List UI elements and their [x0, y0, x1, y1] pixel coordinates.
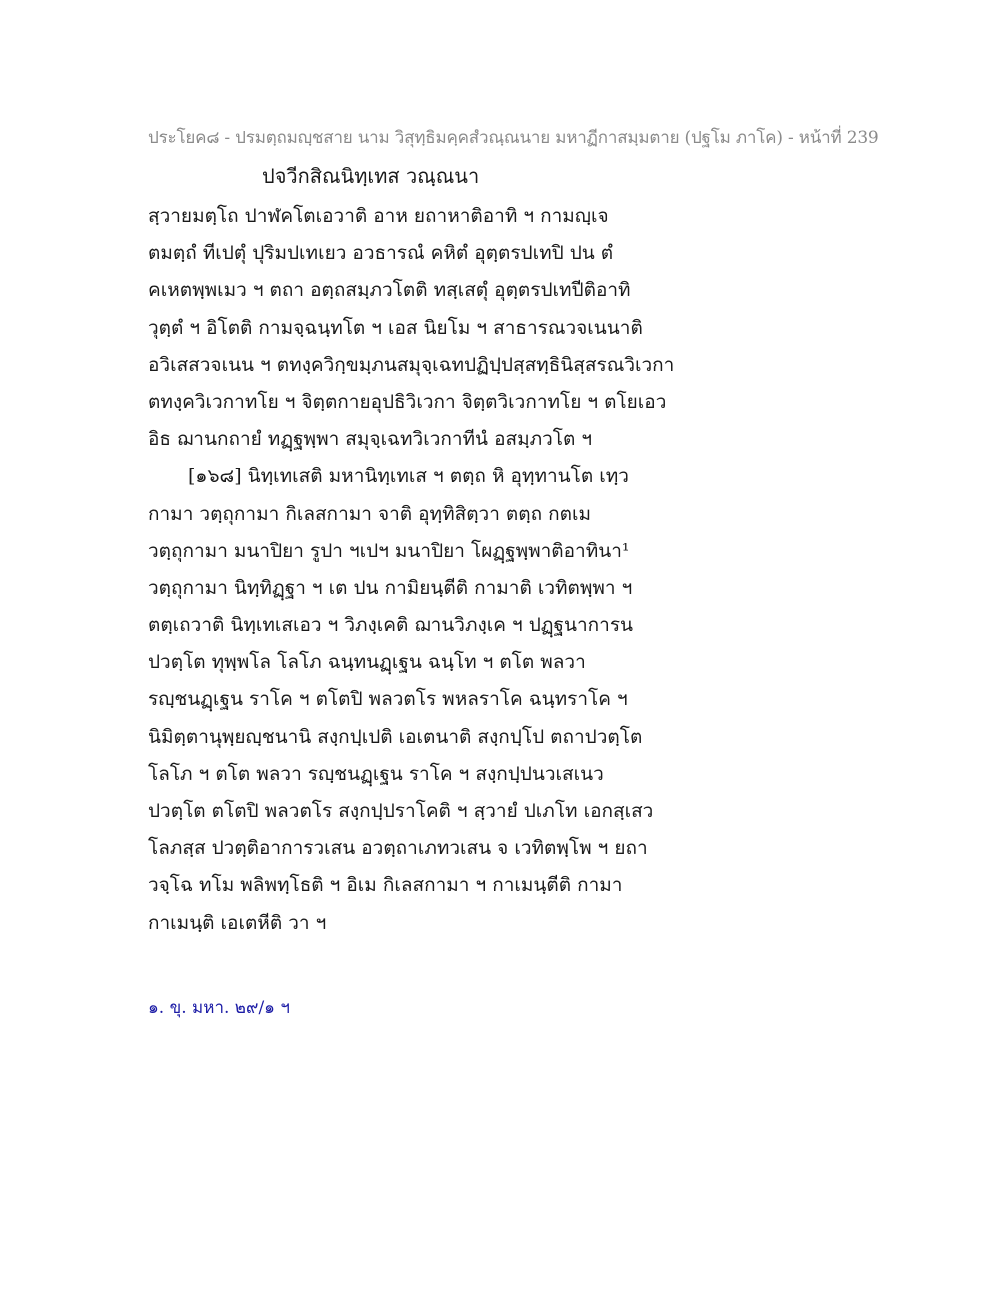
- footnote: ๑. ขุ. มหา. ๒๙/๑ ฯ: [148, 998, 290, 1018]
- body-line: ตทงฺควิเวกาทโย ฯ จิตฺตกายอุปธิวิเวกา จิตฺตวิเวกาทโย ฯ ตโยเอว: [148, 390, 667, 413]
- body-line: วตฺถุกามา มนาปิยา รูปา ฯเปฯ มนาปิยา โผฏฺฐพฺพาติอาทินา¹: [148, 539, 630, 562]
- body-line: วจฺโฉ ทโม พลิพทฺโธติ ฯ อิเม กิเลสกามา ฯ กาเมนฺตีติ กามา: [148, 874, 623, 897]
- body-line: ปวตฺโต ทุพฺพโล โลโภ ฉนฺทนฏฺเฐน ฉนฺโท ฯ ตโต พลวา: [148, 651, 586, 674]
- body-line: ตมตฺถํ ทีเปตุํ ปุริมปเทเยว อวธารณํ คหิตํ อุตฺตรปเทปิ ปน ตํ: [148, 242, 614, 265]
- body-line: วุตฺตํ ฯ อิโตติ กามจฺฉนฺทโต ฯ เอส นิยโม ฯ สาธารณวจเนนาติ: [148, 316, 643, 339]
- body-line: กาเมนฺติ เอเตหีติ วา ฯ: [148, 911, 327, 934]
- body-text: [148, 201, 848, 945]
- body-line: รญฺชนฏฺเฐน ราโค ฯ ตโตปิ พลวตโร พหลราโค ฉนฺทราโค ฯ: [148, 688, 628, 711]
- section-title: ปจวีกสิณนิทฺเทส วณฺณนา: [262, 164, 480, 188]
- body-line: ตตฺเถวาติ นิทฺเทเสเอว ฯ วิภงฺเคติ ฌานวิภงฺเค ฯ ปฏฺฐนาการน: [148, 614, 634, 637]
- body-line: ปวตฺโต ตโตปิ พลวตโร สงฺกปฺปราโคติ ฯ สฺวายํ ปเภโท เอกสฺเสว: [148, 800, 654, 822]
- body-line: อวิเสสวจเนน ฯ ตทงฺควิกฺขมฺภนสมุจฺเฉทปฏิปฺปสฺสทฺธินิสฺสรณวิเวกา: [148, 353, 675, 376]
- body-line: คเหตพฺพเมว ฯ ตถา อตฺถสมฺภวโตติ ทสฺเสตุํ อุตฺตรปเทปีติอาทิ: [148, 279, 631, 302]
- body-line: กามา วตฺถุกามา กิเลสกามา จาติ อุทฺทิสิตฺวา ตตฺถ กตเม: [148, 502, 592, 525]
- body-line: อิธ ฌานกถายํ ทฏฺฐพฺพา สมุจฺเฉทวิเวกาทีนํ อสมฺภวโต ฯ: [148, 428, 593, 451]
- body-line: โลโภ ฯ ตโต พลวา รญฺชนฏฺเฐน ราโค ฯ สงฺกปฺปนวเสเนว: [148, 762, 604, 785]
- body-line: สฺวายมตฺโถ ปาฬคโตเอวาติ อาห ยถาหาติอาทิ ฯ กามญฺเจ: [148, 205, 609, 227]
- body-line: โลภสฺส ปวตฺติอาการวเสน อวตฺถาเภทวเสน จ เวทิตพฺโพ ฯ ยถา: [148, 837, 648, 860]
- page-header: ประโยค๘ - ปรมตฺถมญฺชสาย นาม วิสุทฺธิมคฺคสํวณฺณนาย มหาฏีกาสมฺมตาย (ปฐโม ภาโค) - หน้าที่ 239: [148, 128, 879, 148]
- paragraph-start-line: [๑๖๘] นิทฺเทเสติ มหานิทฺเทเส ฯ ตตฺถ หิ อุทฺทานโต เทฺว: [188, 465, 629, 488]
- body-line: นิมิตฺตานุพฺยญฺชนานิ สงฺกปฺเปติ เอเตนาติ สงฺกปฺโป ตถาปวตฺโต: [148, 725, 643, 748]
- body-line: วตฺถุกามา นิทฺทิฏฺฐา ฯ เต ปน กามิยนฺตีติ กามาติ เวทิตพฺพา ฯ: [148, 576, 633, 599]
